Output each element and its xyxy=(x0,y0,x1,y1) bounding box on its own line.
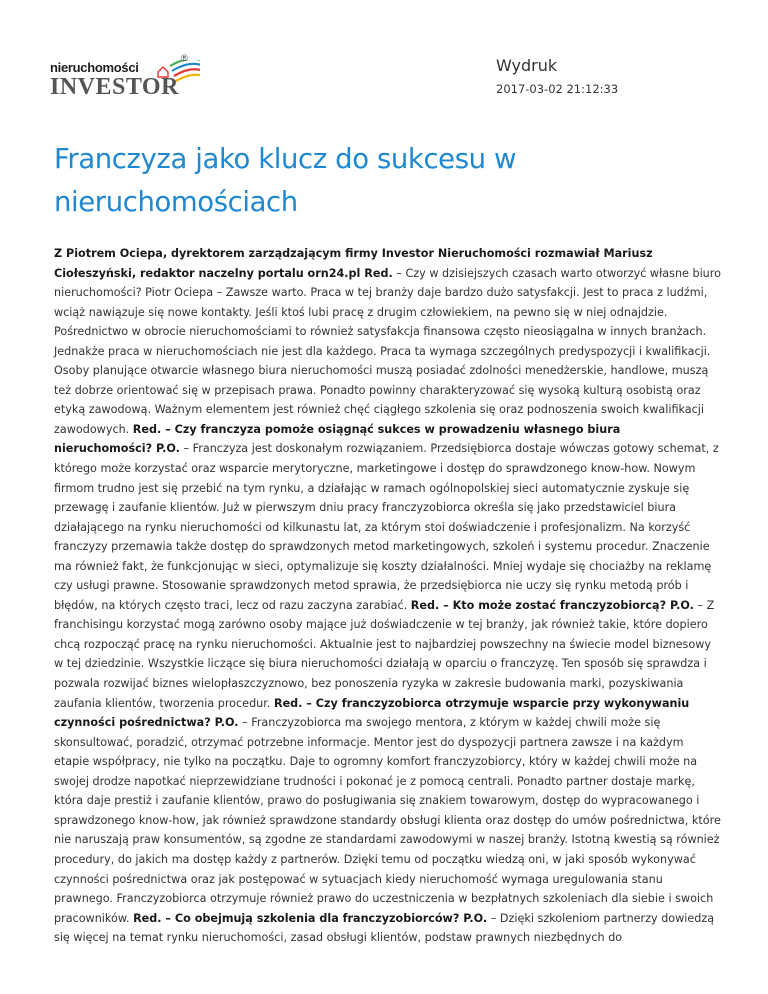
page-header xyxy=(0,0,768,130)
interview-question: Red. – Czy franczyzobiorca otrzymuje wsparcie przy wykonywaniu czynności pośrednictwa? P.O. xyxy=(54,696,690,730)
interview-question: Red. – Co obejmują szkolenia dla franczyzobiorców? P.O. xyxy=(133,911,488,925)
article-title: Franczyza jako klucz do sukcesu w nieruchomościach xyxy=(54,143,517,218)
article-paragraph xyxy=(54,244,722,948)
article-text: – Franczyzobiorca ma swojego mentora, z którym w każdej chwili może się skonsultować, poradzić, otrzymać potrzebne informacje. Mentor jest do dyspozycji partnera zawsze i na każdym etapie współpracy, nie tylko na początku. Daje to ogromny komfort franczyzobiorcy, który w każdej chwili może na swojej drodze napotkać nieprzewidziane trudności i pokonać je z pomocą centrali. Ponadto partner dostaje markę, która daje prestiż i zaufanie klientów, prawo do posługiwania się znakiem towarowym, dostęp do wypracowanego i sprawdzonego know-how, jak również sprawdzone standardy obsługi klienta oraz dostęp do umów pośrednictwa, które nie naruszają praw konsumentów, są zgodne ze standardami zawodowymi w naszej branży. Istotną kwestią są również procedury, do jakich ma dostęp każdy z partnerów. Dzięki temu od początku wiedzą oni, w jaki sposób wykonywać czynności pośrednictwa oraz jak postępować w sytuacjach kiedy nieruchomość wymaga uregulowania stanu prawnego. Franczyzobiorca otrzymuje również prawo do uczestniczenia w bezpłatnych szkoleniach dla siebie i swoich pracowników. xyxy=(54,716,721,925)
logo-registered-mark: ® xyxy=(181,53,188,63)
article-text: – Czy w dzisiejszych czasach warto otworzyć własne biuro nieruchomości? Piotr Ociepa – Zawsze warto. Praca w tej branży daje bardzo dużo satysfakcji. Jest to praca z ludźmi, wciąż nawiązuje się nowe kontakty. Jeśli ktoś lubi pracę z drugim człowiekiem, na pewno się w niej odnajdzie. Pośrednictwo w obrocie nieruchomościami to również satysfakcja finansowa często nieosiągalna w innych branżach. Jednakże praca w nieruchomościach nie jest dla każdego. Praca ta wymaga szczególnych predyspozycji i kwalifikacji. Osoby planujące otwarcie własnego biura nieruchomości muszą posiadać zdolności menedżerskie, handlowe, muszą też dobrze orientować się w przepisach prawa. Ponadto powinny charakteryzować się wysoką kulturą osobistą oraz etyką zawodową. Ważnym elementem jest również chęć ciągłego szkolenia się oraz podnoszenia swoich kwalifikacji zawodowych. xyxy=(54,266,721,436)
article-text: – Dzięki szkoleniom partnerzy dowiedzą się więcej na temat rynku nieruchomości, zasad obsługi klientów, podstaw prawnych niezbędnych do xyxy=(54,911,715,945)
company-logo xyxy=(50,53,200,105)
article-lead: Z Piotrem Ociepa, dyrektorem zarządzającym firmy Investor Nieruchomości rozmawiał Mariusz Ciołeszyński, redaktor naczelny portalu orn24.pl Red. xyxy=(54,247,653,280)
logo-text-top: nieruchomości xyxy=(50,60,139,75)
interview-question: Red. – Czy franczyza pomoże osiągnąć sukces w prowadzeniu własnego biura nieruchomości? P.O. xyxy=(54,422,621,456)
interview-question: Red. – Kto może zostać franczyzobiorcą? P.O. xyxy=(410,598,694,612)
logo-text-bottom: INVESTOR xyxy=(50,74,179,100)
article-text: – Franczyza jest doskonałym rozwiązaniem. Przedsiębiorca dostaje wówczas gotowy schemat, z którego może korzystać oraz wsparcie merytoryczne, marketingowe i dostęp do sprawdzonego know-how. Nowym firmom trudno jest się przebić na tym rynku, a działając w ramach ogólnopolskiej sieci automatycznie zyskuje się przewagę i zaufanie klientów. Już w pierwszym dniu pracy franczyzobiorca określa się jako przedstawiciel biura działającego na rynku nieruchomości od kilkunastu lat, za którym stoi doświadczenie i profesjonalizm. Na korzyść franczyzy przemawia także dostęp do sprawdzonych metod marketingowych, szkoleń i systemu procedur. Znaczenie ma również fakt, że funkcjonując w sieci, optymalizuje się koszty działalności. Mniej wydaje się chociażby na reklamę czy usługi prawne. Stosowanie sprawdzonych metod sprawia, że przedsiębiorca nie uczy się rynku metodą prób i błędów, na których często traci, lecz od razu zaczyna zarabiać. xyxy=(54,442,719,612)
printout-datetime: 2017-03-02 21:12:33 xyxy=(496,82,619,96)
article-body xyxy=(54,244,722,948)
article-text: – Z franchisingu korzystać mogą zarówno osoby mające już doświadczenie w tej branży, jak również takie, które dopiero chcą rozpocząć pracę na rynku nieruchomości. Aktualnie jest to najbardziej powszechny na świecie model biznesowy w tej dziedzinie. Wszystkie liczące się biura nieruchomości działają w oparciu o franczyzę. Ten sposób się sprawdza i pozwala rozwijać biznes wielopłaszczyznowo, bez ponoszenia ryzyka w zakresie budowania marki, pozyskiwania zaufania klientów, tworzenia procedur. xyxy=(54,598,715,710)
printout-label: Wydruk xyxy=(496,56,558,75)
